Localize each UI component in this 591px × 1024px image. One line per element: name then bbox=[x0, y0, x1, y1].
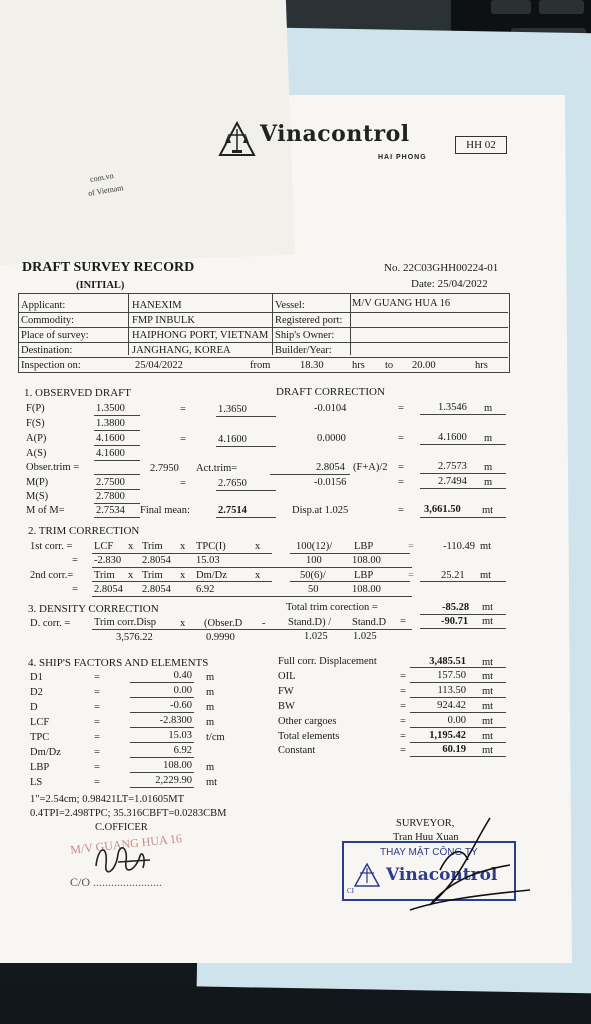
fa2-value: 2.7573 bbox=[438, 461, 467, 472]
second-v1: 2.8054 bbox=[94, 584, 123, 595]
element-label: OIL bbox=[278, 671, 296, 682]
first-unit: mt bbox=[480, 541, 492, 552]
second-v4: 50 bbox=[308, 584, 319, 595]
fp-mean: 1.3650 bbox=[218, 404, 247, 415]
conversion-note-2: 0.4TPI=2.498TPC; 35.316CBFT=0.0283CBM bbox=[30, 808, 227, 819]
factor-value: 2,229.90 bbox=[155, 775, 192, 786]
stamp-top-text: THAY MẶT CÔNG TY bbox=[380, 847, 478, 858]
first-x2: x bbox=[180, 541, 186, 552]
page-title: DRAFT SURVEY RECORD bbox=[22, 260, 195, 275]
dcorr-label: D. corr. = bbox=[30, 618, 71, 629]
commodity-value: FMP INBULK bbox=[132, 315, 195, 326]
final-mean-value: 2.7514 bbox=[218, 505, 247, 516]
element-label: Full corr. Displacement bbox=[278, 656, 377, 667]
density-v2: 0.9990 bbox=[206, 632, 235, 643]
page-subtitle: (INITIAL) bbox=[76, 280, 125, 291]
factor-value: 6.92 bbox=[173, 745, 192, 756]
density-result: -90.71 bbox=[441, 616, 469, 627]
surveyor-label: SURVEYOR, bbox=[396, 818, 455, 829]
factor-eq: = bbox=[94, 687, 100, 698]
place-label: Place of survey: bbox=[21, 330, 89, 341]
vessel-value: M/V GUANG HUA 16 bbox=[352, 298, 451, 309]
fp-eq2: = bbox=[398, 403, 404, 414]
element-eq: = bbox=[400, 745, 406, 756]
applicant-value: HANEXIM bbox=[132, 300, 182, 311]
applicant-label: Applicant: bbox=[21, 300, 66, 311]
displacement-value: 3,661.50 bbox=[424, 504, 461, 515]
element-unit: mt bbox=[482, 745, 494, 756]
factor-value: 0.40 bbox=[173, 670, 192, 681]
second-x3: x bbox=[255, 570, 261, 581]
commodity-label: Commodity: bbox=[21, 315, 75, 326]
conversion-note-1: 1"=2.54cm; 0.98421LT=1.01605MT bbox=[30, 794, 184, 805]
factor-label: LBP bbox=[30, 762, 50, 773]
brand-logo-text: Vinacontrol bbox=[260, 121, 410, 147]
fa2-unit: m bbox=[484, 462, 493, 473]
factor-unit: t/cm bbox=[206, 732, 225, 743]
element-eq: = bbox=[400, 731, 406, 742]
officer-signature bbox=[88, 836, 158, 886]
factor-value: 15.03 bbox=[168, 730, 192, 741]
factor-eq: = bbox=[94, 717, 100, 728]
observed-heading: 1. OBSERVED DRAFT bbox=[24, 387, 131, 399]
element-unit: mt bbox=[482, 731, 494, 742]
destination-value: JANGHANG, KOREA bbox=[132, 345, 231, 356]
factor-eq: = bbox=[94, 672, 100, 683]
ap-result: 4.1600 bbox=[438, 432, 467, 443]
first-trim: Trim bbox=[142, 541, 163, 552]
from-label: from bbox=[250, 360, 271, 371]
factor-value: 0.00 bbox=[173, 685, 192, 696]
factor-eq: = bbox=[94, 747, 100, 758]
factor-unit: m bbox=[206, 687, 215, 698]
second-eq-row2: = bbox=[72, 584, 78, 595]
officer-stamp: M/V GUANG HUA 16 bbox=[69, 831, 183, 857]
element-value: 1,195.42 bbox=[429, 730, 466, 741]
fp-label: F(P) bbox=[26, 403, 45, 414]
scales-of-justice-icon bbox=[218, 121, 256, 157]
element-value: 113.50 bbox=[437, 685, 466, 696]
ap-eq: = bbox=[180, 434, 186, 445]
factor-eq: = bbox=[94, 702, 100, 713]
element-value: 924.42 bbox=[437, 700, 466, 711]
first-result: -110.49 bbox=[443, 541, 475, 552]
factors-heading: 4. SHIP'S FACTORS AND ELEMENTS bbox=[28, 657, 209, 669]
element-unit: mt bbox=[482, 716, 494, 727]
fs-value: 1.3800 bbox=[96, 418, 125, 429]
hrs-label-2: hrs bbox=[475, 360, 488, 371]
displacement-unit: mt bbox=[482, 505, 494, 516]
first-eq: = bbox=[408, 541, 414, 552]
factor-unit: mt bbox=[206, 777, 218, 788]
element-unit: mt bbox=[482, 671, 494, 682]
first-v4: 100 bbox=[306, 555, 322, 566]
mofm-value: 2.7534 bbox=[96, 505, 125, 516]
element-value: 0.00 bbox=[447, 715, 466, 726]
mp-label: M(P) bbox=[26, 477, 49, 488]
ap-mean: 4.1600 bbox=[218, 434, 247, 445]
second-trim2: Trim bbox=[142, 570, 163, 581]
to-time: 20.00 bbox=[412, 360, 436, 371]
owner-label: Ship's Owner: bbox=[275, 330, 335, 341]
first-eq-row2: = bbox=[72, 555, 78, 566]
second-x2: x bbox=[180, 570, 186, 581]
factor-label: D2 bbox=[30, 687, 43, 698]
element-unit: mt bbox=[482, 686, 494, 697]
builder-label: Builder/Year: bbox=[275, 345, 332, 356]
second-x1: x bbox=[128, 570, 134, 581]
fp-result: 1.3546 bbox=[438, 402, 467, 413]
factor-label: LS bbox=[30, 777, 43, 788]
fp-unit: m bbox=[484, 403, 493, 414]
fp-eq: = bbox=[180, 404, 186, 415]
element-value: 3,485.51 bbox=[429, 656, 466, 667]
element-eq: = bbox=[400, 671, 406, 682]
density-x: x bbox=[180, 618, 186, 629]
stamp-brand: Vinacontrol bbox=[386, 865, 498, 885]
factor-unit: m bbox=[206, 702, 215, 713]
element-label: BW bbox=[278, 701, 295, 712]
density-v1: 3,576.22 bbox=[116, 632, 153, 643]
place-value: HAIPHONG PORT, VIETNAM bbox=[132, 330, 269, 341]
element-value: 60.19 bbox=[442, 744, 466, 755]
mp-result: 2.7494 bbox=[438, 476, 467, 487]
second-lbp: LBP bbox=[354, 570, 374, 581]
second-eq: = bbox=[408, 570, 414, 581]
obs-trim-value: 2.7950 bbox=[150, 463, 179, 474]
first-tpc: TPC(I) bbox=[196, 541, 226, 552]
obs-trim-label: Obser.trim = bbox=[26, 462, 80, 473]
element-eq: = bbox=[400, 686, 406, 697]
density-v3: 1.025 bbox=[304, 631, 328, 642]
mofm-label: M of M= bbox=[26, 505, 65, 516]
displacement-label: Disp.at 1.025 bbox=[292, 505, 349, 516]
factor-label: D bbox=[30, 702, 38, 713]
density-minus: - bbox=[262, 618, 266, 629]
factor-label: Dm/Dz bbox=[30, 747, 61, 758]
first-fraction: 100(12)/ bbox=[296, 541, 333, 552]
displacement-eq: = bbox=[398, 505, 404, 516]
second-v5: 108.00 bbox=[352, 584, 381, 595]
factor-value: -0.60 bbox=[170, 700, 192, 711]
mp-value: 2.7500 bbox=[96, 477, 125, 488]
first-v1: -2.830 bbox=[94, 555, 122, 566]
element-unit: mt bbox=[482, 701, 494, 712]
act-trim-value: 2.8054 bbox=[316, 462, 345, 473]
officer-label: C.OFFICER bbox=[95, 822, 148, 833]
first-v2: 2.8054 bbox=[142, 555, 171, 566]
mp-correction: -0.0156 bbox=[314, 477, 347, 488]
surveyor-name: Tran Huu Xuan bbox=[393, 832, 459, 843]
element-eq: = bbox=[400, 701, 406, 712]
inspection-label: Inspection on: bbox=[21, 360, 81, 371]
act-trim-label: Act.trim= bbox=[196, 463, 238, 474]
element-unit: mt bbox=[482, 657, 494, 668]
as-value: 4.1600 bbox=[96, 448, 125, 459]
mp-eq2: = bbox=[398, 477, 404, 488]
mp-eq: = bbox=[180, 478, 186, 489]
factor-eq: = bbox=[94, 762, 100, 773]
element-eq: = bbox=[400, 716, 406, 727]
corner-text-1: com.vn bbox=[89, 171, 115, 185]
ms-value: 2.7800 bbox=[96, 491, 125, 502]
factor-unit: m bbox=[206, 717, 215, 728]
destination-label: Destination: bbox=[21, 345, 73, 356]
element-label: Other cargoes bbox=[278, 716, 337, 727]
factor-value: -2.8300 bbox=[159, 715, 192, 726]
second-unit: mt bbox=[480, 570, 492, 581]
fa2-eq: = bbox=[398, 462, 404, 473]
total-trim-value: -85.28 bbox=[442, 602, 470, 613]
vessel-label: Vessel: bbox=[275, 300, 305, 311]
first-v3: 15.03 bbox=[196, 555, 220, 566]
second-trim1: Trim bbox=[94, 570, 115, 581]
fa2-label: (F+A)/2 bbox=[353, 462, 388, 473]
trim-heading: 2. TRIM CORRECTION bbox=[28, 525, 140, 537]
density-formula2: (Obser.D bbox=[204, 618, 243, 629]
second-fraction: 50(6)/ bbox=[300, 570, 326, 581]
factor-unit: m bbox=[206, 672, 215, 683]
fp-value: 1.3500 bbox=[96, 403, 125, 414]
co-signature-line: C/O ....................... bbox=[70, 875, 163, 889]
first-v5: 108.00 bbox=[352, 555, 381, 566]
surveyor-signature bbox=[370, 810, 530, 920]
second-dmdz: Dm/Dz bbox=[196, 570, 227, 581]
density-formula1: Trim corr.Disp bbox=[94, 617, 157, 628]
form-code-box: HH 02 bbox=[455, 136, 507, 154]
ap-eq2: = bbox=[398, 433, 404, 444]
ap-value: 4.1600 bbox=[96, 433, 125, 444]
ms-label: M(S) bbox=[26, 491, 49, 502]
density-v4: 1.025 bbox=[353, 631, 377, 642]
second-v2: 2.8054 bbox=[142, 584, 171, 595]
first-lbp: LBP bbox=[354, 541, 374, 552]
stamp-ci: CI bbox=[347, 887, 354, 895]
from-time: 18.30 bbox=[300, 360, 324, 371]
factor-label: D1 bbox=[30, 672, 43, 683]
element-label: Constant bbox=[278, 745, 316, 756]
first-x1: x bbox=[128, 541, 134, 552]
first-corr-label: 1st corr. = bbox=[30, 541, 73, 552]
record-date: Date: 25/04/2022 bbox=[411, 278, 488, 290]
ap-correction: 0.0000 bbox=[317, 433, 346, 444]
second-v3: 6.92 bbox=[196, 584, 215, 595]
record-number: No. 22C03GHH00224-01 bbox=[384, 262, 499, 274]
element-label: FW bbox=[278, 686, 294, 697]
correction-heading: DRAFT CORRECTION bbox=[276, 386, 385, 398]
total-trim-unit: mt bbox=[482, 602, 494, 613]
second-result: 25.21 bbox=[441, 570, 465, 581]
mp-mean: 2.7650 bbox=[218, 478, 247, 489]
ap-unit: m bbox=[484, 433, 493, 444]
factor-eq: = bbox=[94, 777, 100, 788]
factor-label: LCF bbox=[30, 717, 50, 728]
as-label: A(S) bbox=[26, 448, 47, 459]
first-x3: x bbox=[255, 541, 261, 552]
total-trim-label: Total trim corection = bbox=[286, 602, 378, 613]
mp-unit: m bbox=[484, 477, 493, 488]
inspection-date: 25/04/2022 bbox=[135, 360, 183, 371]
density-formula4: Stand.D bbox=[352, 617, 387, 628]
first-lcf: LCF bbox=[94, 541, 114, 552]
registered-port-label: Registered port: bbox=[275, 315, 343, 326]
density-eq: = bbox=[400, 616, 406, 627]
hrs-label-1: hrs bbox=[352, 360, 365, 371]
element-label: Total elements bbox=[278, 731, 340, 742]
factor-eq: = bbox=[94, 732, 100, 743]
factor-unit: m bbox=[206, 762, 215, 773]
corner-text-2: of Vietnam bbox=[87, 182, 125, 199]
factor-label: TPC bbox=[30, 732, 50, 743]
second-corr-label: 2nd corr.= bbox=[30, 570, 74, 581]
element-value: 157.50 bbox=[437, 670, 466, 681]
density-heading: 3. DENSITY CORRECTION bbox=[28, 603, 159, 615]
density-unit: mt bbox=[482, 616, 494, 627]
density-formula3: Stand.D) / bbox=[288, 617, 332, 628]
brand-sub: HAI PHONG bbox=[378, 154, 427, 161]
factor-value: 108.00 bbox=[163, 760, 192, 771]
final-mean-label: Final mean: bbox=[140, 505, 190, 516]
to-label: to bbox=[385, 360, 394, 371]
ap-label: A(P) bbox=[26, 433, 47, 444]
fp-correction: -0.0104 bbox=[314, 403, 347, 414]
fs-label: F(S) bbox=[26, 418, 45, 429]
